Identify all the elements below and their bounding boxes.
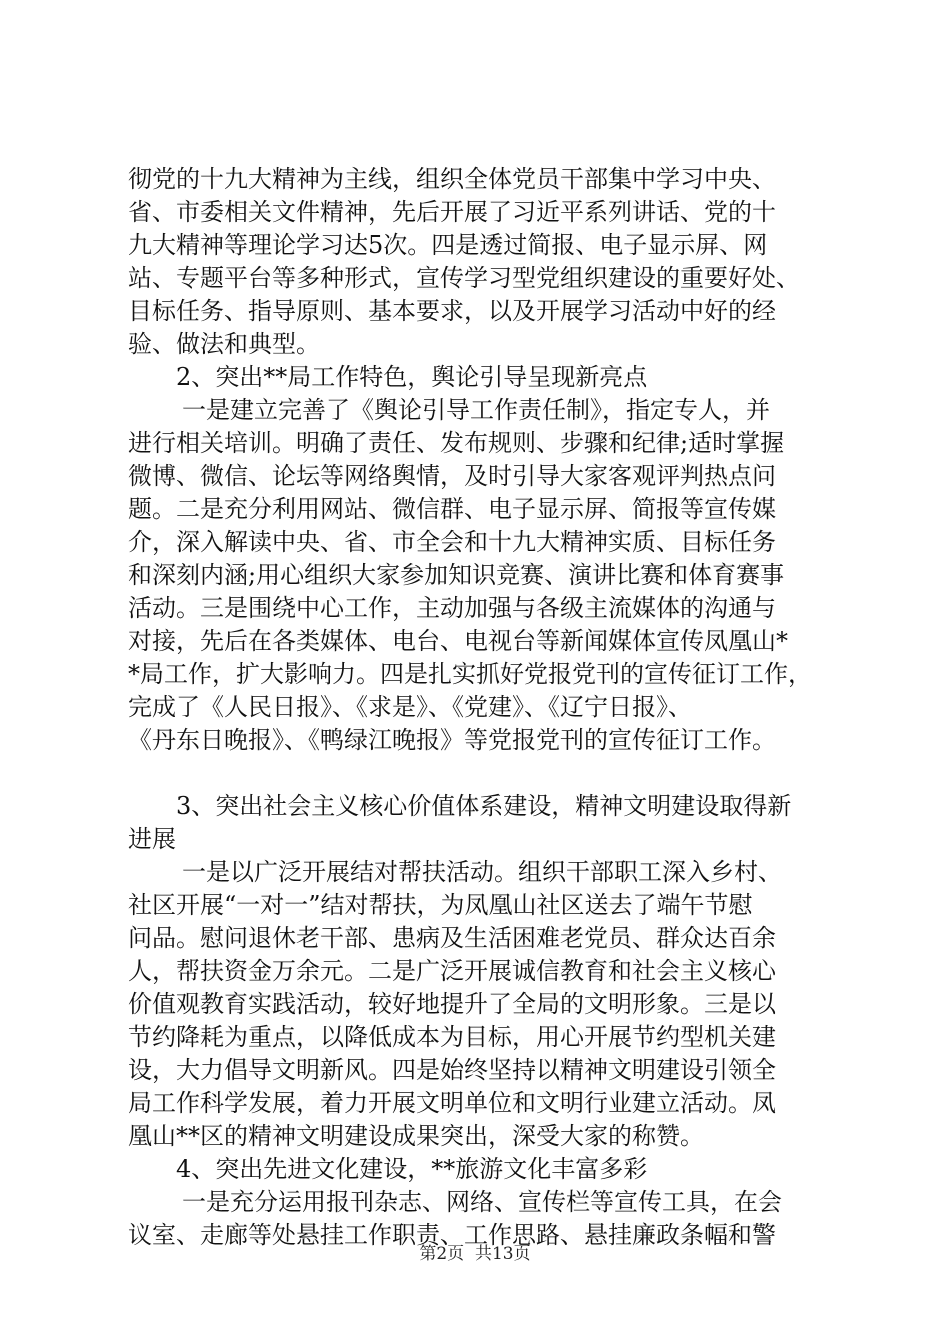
text-line: 省、市委相关文件精神，先后开展了习近平系列讲话、党的十: [128, 198, 776, 226]
page-number-label: 第2页 共13页: [419, 1244, 531, 1264]
section-heading: 2、突出**局工作特色，舆论引导呈现新亮点: [176, 363, 648, 391]
text-line: *局工作，扩大影响力。四是扎实抓好党报党刊的宣传征订工作，: [128, 660, 812, 688]
text-line: 进展: [128, 825, 176, 853]
paragraph-first-line: 一是建立完善了《舆论引导工作责任制》，指定专人，并: [182, 396, 770, 424]
text-line: 九大精神等理论学习达5次。四是透过简报、电子显示屏、网: [128, 231, 768, 259]
text-line: 问品。慰问退休老干部、患病及生活困难老党员、群众达百余: [128, 924, 776, 952]
text-line: 验、做法和典型。: [128, 330, 320, 358]
text-line: 进行相关培训。明确了责任、发布规则、步骤和纪律;适时掌握: [128, 429, 785, 457]
paragraph-first-line: 一是充分运用报刊杂志、网络、宣传栏等宣传工具，在会: [182, 1188, 782, 1216]
text-line: 凰山**区的精神文明建设成果突出，深受大家的称赞。: [128, 1122, 704, 1150]
text-line: 社区开展“一对一”结对帮扶，为凤凰山社区送去了端午节慰: [128, 891, 753, 919]
text-line: 站、专题平台等多种形式，宣传学习型党组织建设的重要好处、: [128, 264, 800, 292]
text-line: 微博、微信、论坛等网络舆情，及时引导大家客观评判热点问: [128, 462, 776, 490]
text-line: 价值观教育实践活动，较好地提升了全局的文明形象。三是以: [128, 990, 776, 1018]
page-footer: [0, 1243, 950, 1265]
document-body: [128, 163, 840, 1252]
text-line: 目标任务、指导原则、基本要求，以及开展学习活动中好的经: [128, 297, 776, 325]
text-line: 议室、走廊等处悬挂工作职责、工作思路、悬挂廉政条幅和警: [128, 1221, 776, 1249]
text-line: 人，帮扶资金万余元。二是广泛开展诚信教育和社会主义核心: [128, 957, 776, 985]
text-line: 《丹东日晚报》、《鸭绿江晚报》等党报党刊的宣传征订工作。: [128, 726, 776, 754]
text-line: 和深刻内涵;用心组织大家参加知识竞赛、演讲比赛和体育赛事: [128, 561, 785, 589]
text-line: 节约降耗为重点，以降低成本为目标，用心开展节约型机关建: [128, 1023, 776, 1051]
text-line: 对接，先后在各类媒体、电台、电视台等新闻媒体宣传凤凰山*: [128, 627, 788, 655]
paragraph-gap: [128, 757, 840, 790]
paragraph-first-line: 一是以广泛开展结对帮扶活动。组织干部职工深入乡村、: [182, 858, 782, 886]
section-heading: 4、突出先进文化建设，**旅游文化丰富多彩: [176, 1155, 648, 1183]
text-line: 彻党的十九大精神为主线，组织全体党员干部集中学习中央、: [128, 165, 776, 193]
text-line: 局工作科学发展，着力开展文明单位和文明行业建立活动。凤: [128, 1089, 776, 1117]
section-heading: 3、突出社会主义核心价值体系建设，精神文明建设取得新: [176, 792, 792, 820]
text-line: 题。二是充分利用网站、微信群、电子显示屏、简报等宣传媒: [128, 495, 776, 523]
text-line: 完成了《人民日报》、《求是》、《党建》、《辽宁日报》、: [128, 693, 692, 721]
text-line: 介，深入解读中央、省、市全会和十九大精神实质、目标任务: [128, 528, 776, 556]
text-line: 活动。三是围绕中心工作，主动加强与各级主流媒体的沟通与: [128, 594, 776, 622]
text-line: 设，大力倡导文明新风。四是始终坚持以精神文明建设引领全: [128, 1056, 776, 1084]
